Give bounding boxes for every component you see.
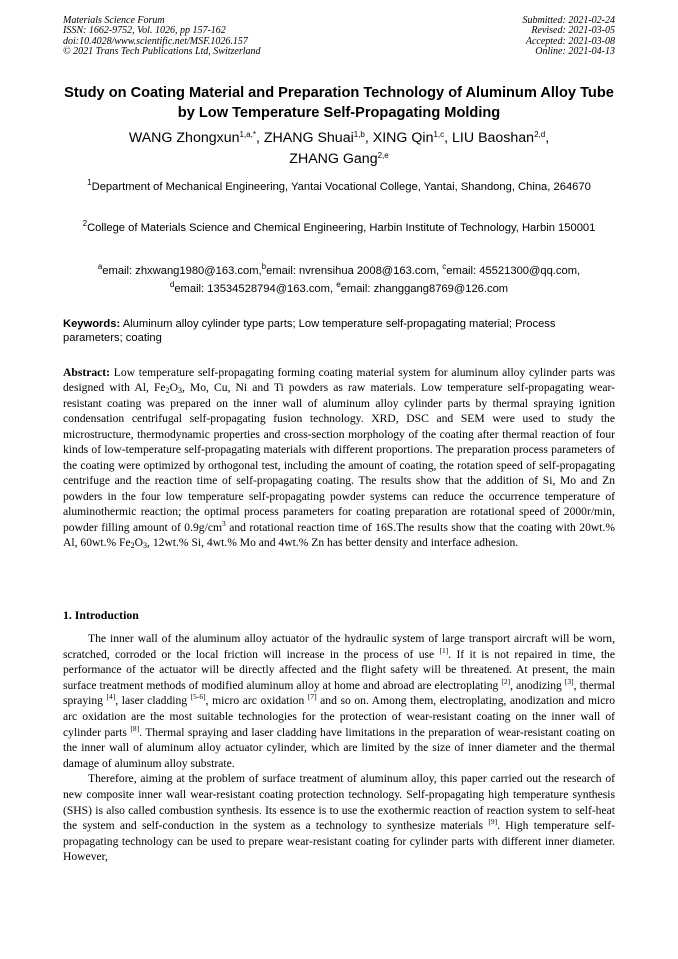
citation[interactable]: [9] — [488, 817, 498, 827]
journal-doi: doi:10.4028/www.scientific.net/MSF.1026.157 — [63, 35, 248, 47]
journal-name: Materials Science Forum — [63, 15, 165, 26]
author-name: XING Qin — [372, 130, 434, 146]
citation[interactable]: [1] — [439, 645, 449, 655]
citation[interactable]: [7] — [307, 692, 317, 702]
author-list: WANG Zhongxun$^{1,a,*}$, ZHANG Shuai$^{1,b}$, XING Qin$^{1,c}$, LIU Baoshan$^{2,d}$, ZHANG Gang$^{2,e}$ — [128, 130, 550, 167]
paragraph: Therefore, aiming at the problem of surface treatment of aluminum alloy, this paper carried out the research of new composite inner wall wear-resistant coating protection technology. Self-propagating high temperature synthesis (SHS) is also called combustion synthesis. Its essence is to use the exothermic reaction of reaction system to self-heat the system and self-conduction in the system as a technology to synthesize materials [9]. High temperature self-propagating technology can be used to prepare wear-resistant coating for cylinder parts with different inner diameter. However, — [63, 772, 615, 864]
author-name: ZHANG Shuai — [263, 130, 354, 146]
date-online: Online: 2021-04-13 — [535, 46, 615, 58]
author-name: ZHANG Gang — [289, 151, 378, 167]
date-submitted: Submitted: 2021-02-24 — [522, 15, 615, 26]
keywords-text: Aluminum alloy cylinder type parts; Low temperature self-propagating material; Process parameters; coating — [63, 318, 556, 344]
citation[interactable]: [8] — [130, 723, 140, 733]
journal-copyright: © 2021 Trans Tech Publications Ltd, Switzerland — [63, 46, 261, 58]
keywords — [63, 317, 615, 345]
section-heading: 1. Introduction — [63, 608, 139, 622]
author-marker: 1,a,* — [239, 130, 256, 139]
paragraph: The inner wall of the aluminum alloy actuator of the hydraulic system of large transport aircraft will be worn, scratched, corroded or the local friction will increase in the process of use [1]. If it is not repaired in time, the performance of the actuator will be directly affected and the flight safety will be threatened. At present, the main surface treatment methods of modified aluminum alloy at home and abroad are electroplating [2], anodizing [3], thermal spraying [4], laser cladding [5-6], micro arc oxidation [7] and so on. Among them, electroplating, anodization and micro arc oxidation are the most suitable technologies for the protection of wear-resistant coating on the inner wall of cylinder parts [8]. Thermal spraying and laser cladding have limitations in the preparation of wear-resistant coating on the inner wall of aluminum alloy actuator cylinder, which are limited by the size of inner diameter and the thermal damage of aluminum alloy substrate. — [63, 632, 615, 770]
date-revised: Revised: 2021-03-05 — [531, 25, 615, 37]
email-link[interactable]: email: nvrensihua 2008@163.com, — [266, 265, 440, 277]
journal-issn: ISSN: 1662-9752, Vol. 1026, pp 157-162 — [63, 25, 226, 37]
citation[interactable]: [2] — [501, 676, 511, 686]
author-name: WANG Zhongxun — [128, 130, 240, 146]
affiliation-1: $^1$Department of Mechanical Engineering, Yantai Vocational College, Yantai, Shandong, China, 264670 — [87, 178, 591, 193]
paper-title: Study on Coating Material and Preparation Technology of Aluminum Alloy Tube by Low Temperature Self-Propagating Molding — [64, 85, 614, 121]
author-name: LIU Baoshan — [452, 130, 535, 146]
author-marker: 1,c — [433, 130, 445, 139]
author-marker: 2,e — [377, 151, 389, 160]
abstract: Abstract: Low temperature self-propagating forming coating material system for aluminum alloy cylinder parts was designed with Al, $Fe_2O_3$, Mo, Cu, Ni and Ti powders as raw materials. Low temperature self-propagating wear-resistant coating was prepared on the inner wall of aluminum alloy cylinder parts by thermal spraying ignition condensation centrifugal self-propagating fusion technology. XRD, DSC and SEM were used to study the microstructure, thermodynamic properties and cross-section morphology of the coating after thermal reaction of four kinds of low-temperature self-propagating materials with different proportions. The preparation process parameters of the coating were optimized by orthogonal test, including the amount of coating, the rotation speed of self-propagating centrifuge and the reaction time of self-propagating coating. The results show that the addition of Si, Mo and Zn powders in the four low temperature self-propagating powder systems can reduce the occurrence temperature of aluminothermic reaction; the optimal process parameters for coating preparation are rotational speed of 2000r/min, powder filling amount of $0.9g/cm^3$ and rotational reaction time of 16S.The results show that the coating with 20wt.% Al, 60wt.% $Fe_2O_3$, 12wt.% Si, 4wt.% Mo and 4wt.% Zn has better density and interface adhesion. — [63, 366, 616, 550]
date-accepted: Accepted: 2021-03-08 — [525, 35, 615, 47]
email-list: $^a$email: zhxwang1980@163.com,$^b$email: nvrensihua 2008@163.com, $^c$email: 45521300@qq.com, $^d$email: 13534528794@163.com, $^e$email: zhanggang8769@126.com — [97, 262, 581, 295]
citation[interactable]: [5-6] — [190, 692, 206, 702]
email-link[interactable]: email: 45521300@qq.com, — [446, 265, 581, 277]
keywords-label: Keywords: — [63, 318, 121, 330]
email-link[interactable]: email: zhxwang1980@163.com, — [102, 265, 262, 277]
journal-info — [63, 16, 261, 58]
citation[interactable]: [4] — [106, 692, 116, 702]
section-body — [63, 631, 615, 865]
author-marker: 1,b — [353, 130, 365, 139]
affiliation-2: $^2$College of Materials Science and Chemical Engineering, Harbin Institute of Technology, Harbin 150001 — [82, 219, 596, 234]
author-marker: 2,d — [534, 130, 546, 139]
citation[interactable]: [3] — [564, 676, 574, 686]
email-link[interactable]: email: 13534528794@163.com, — [174, 283, 334, 295]
abstract-label: Abstract: — [63, 366, 111, 379]
email-link[interactable]: email: zhanggang8769@126.com — [340, 283, 509, 295]
publication-dates — [523, 16, 616, 58]
